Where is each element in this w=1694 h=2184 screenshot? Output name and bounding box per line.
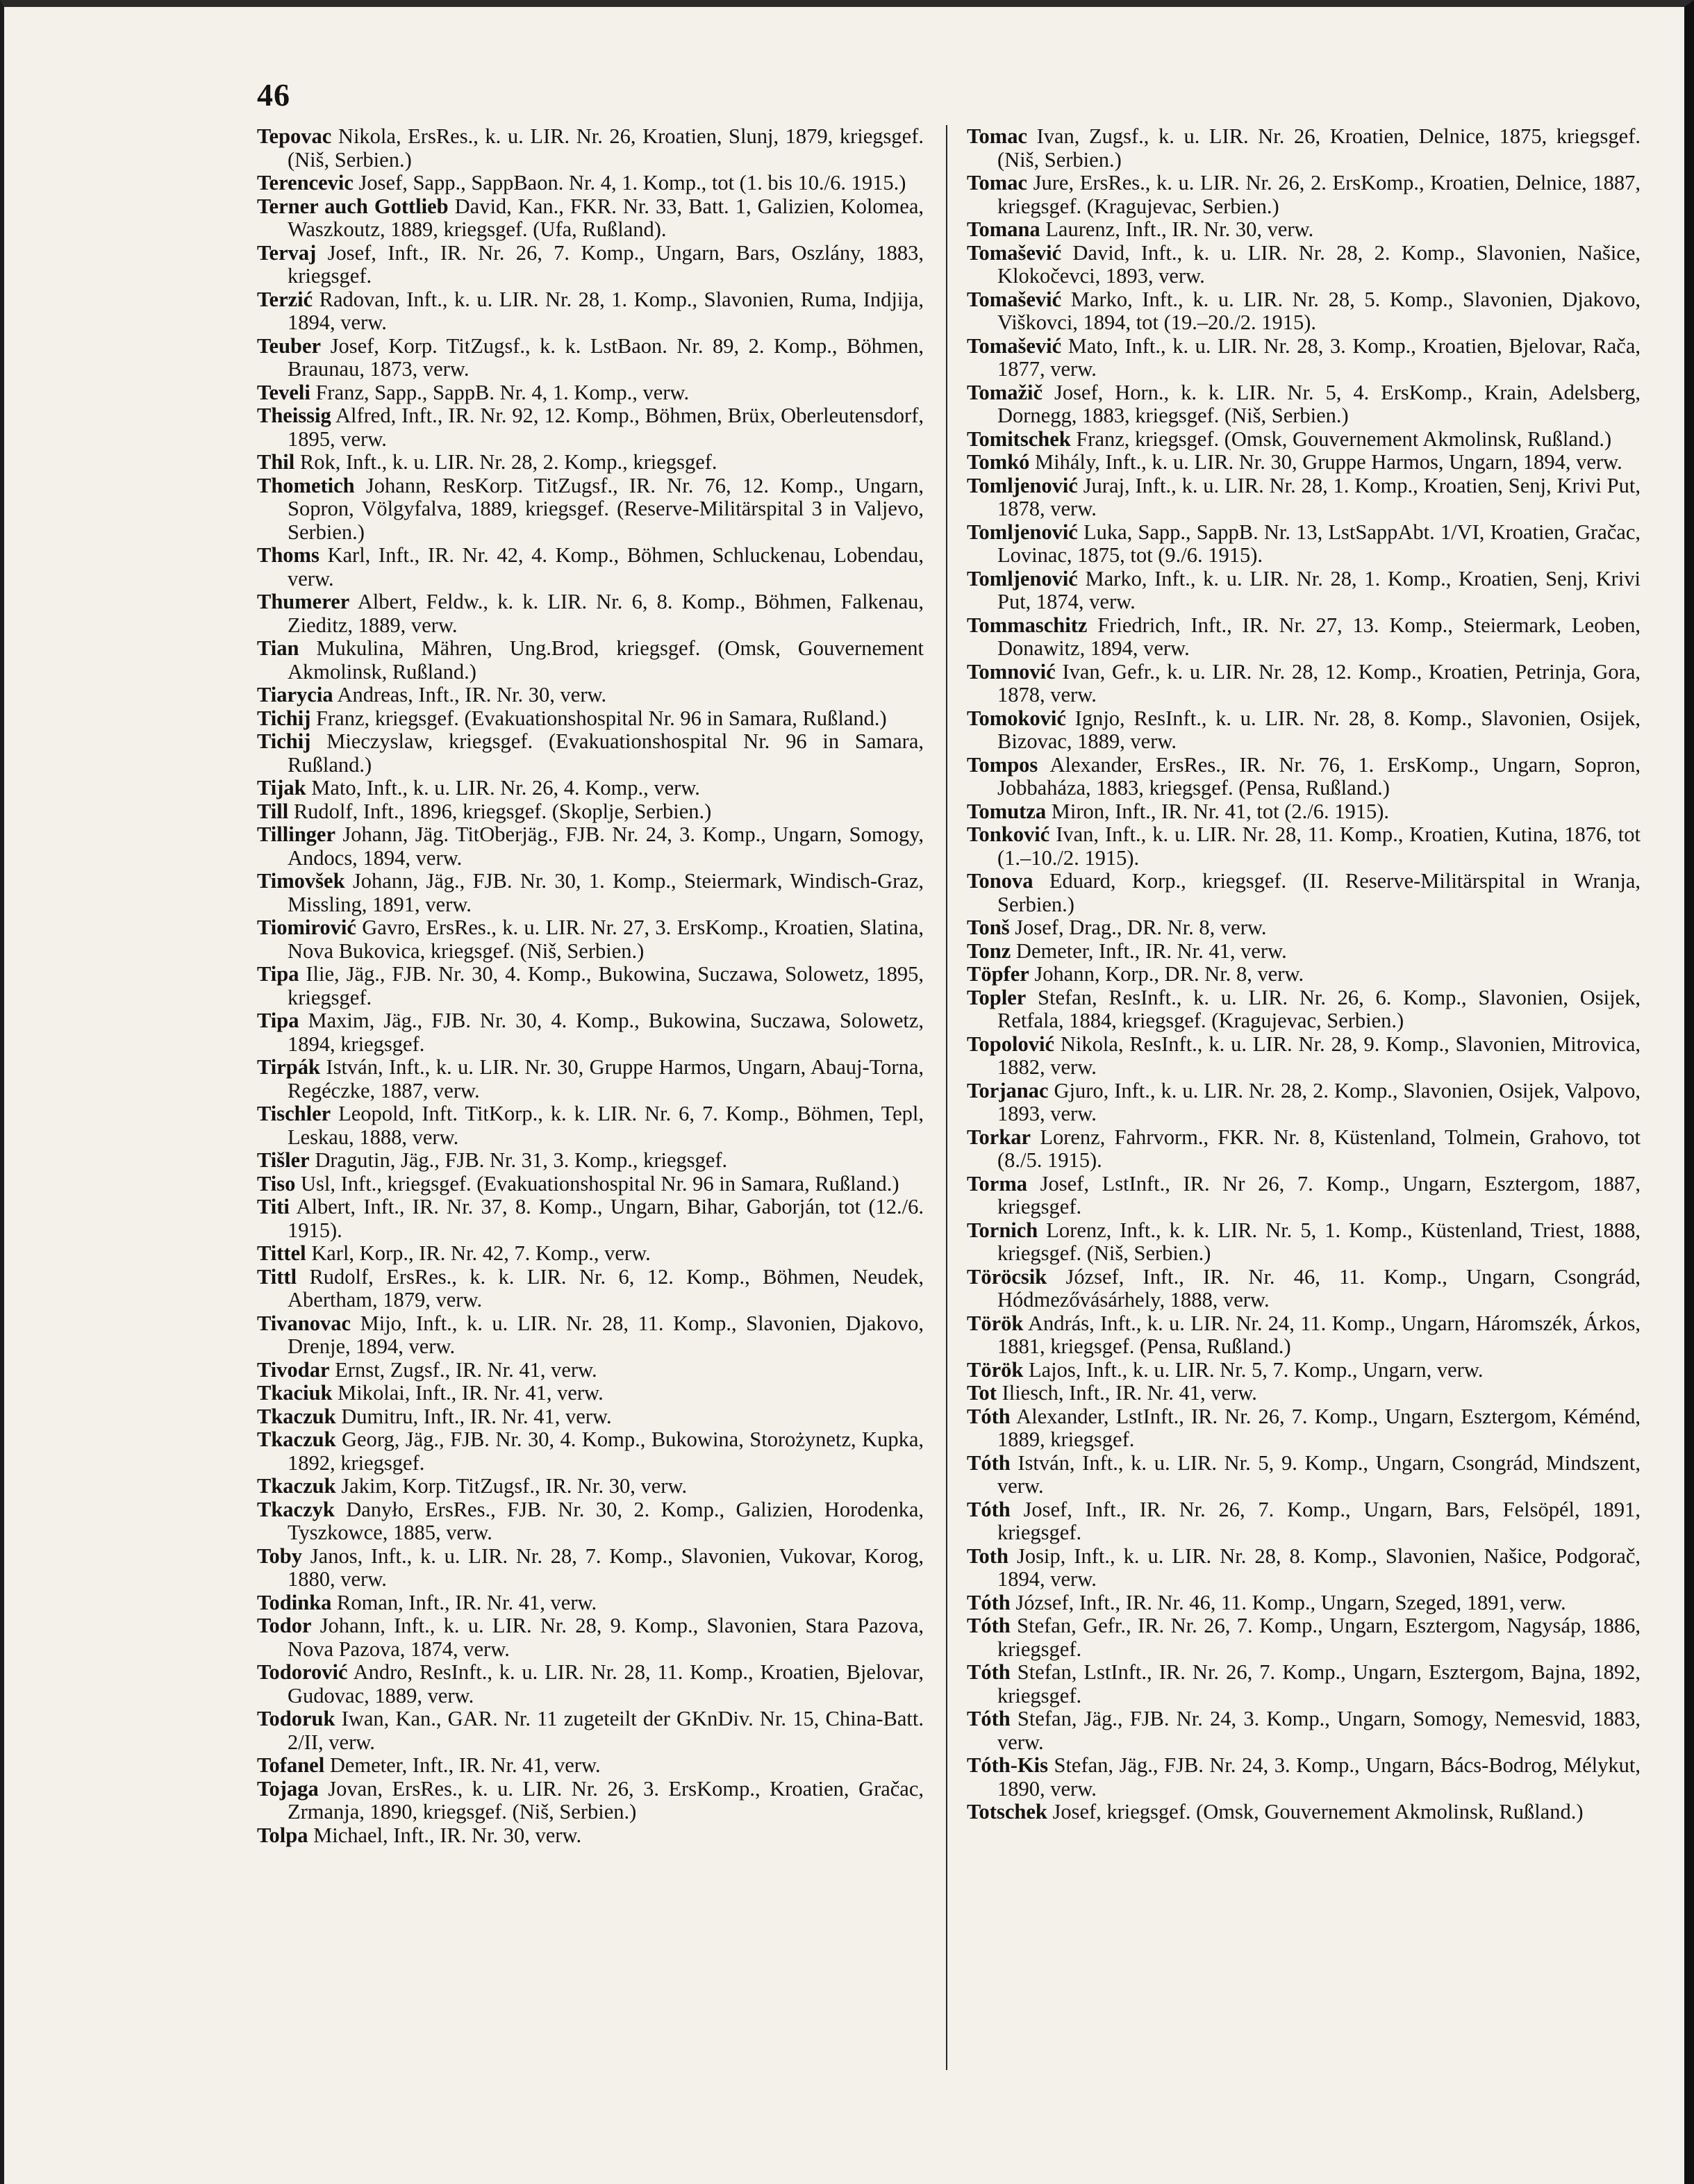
entry-surname: Tommaschitz — [967, 613, 1088, 637]
entry-surname: Tonš — [967, 916, 1010, 939]
entry-surname: Tivodar — [257, 1357, 330, 1382]
entry-surname: Tkaczuk — [257, 1474, 336, 1498]
roster-entry: Töröcsik József, Inft., IR. Nr. 46, 11. Komp., Ungarn, Csongrád, Hódmezővásárhely, 1888, verw. — [967, 1264, 1641, 1312]
entry-surname: Torkar — [967, 1125, 1031, 1149]
roster-entry: Tóth Stefan, LstInft., IR. Nr. 26, 7. Komp., Ungarn, Esztergom, Bajna, 1892, kriegsgef. — [967, 1660, 1641, 1707]
entry-surname: Tipa — [257, 962, 299, 986]
entry-surname: Topolović — [967, 1032, 1054, 1056]
entry-surname: Tóth — [967, 1404, 1011, 1428]
entry-surname: Tijak — [257, 776, 306, 800]
entry-surname: Thoms — [257, 543, 319, 567]
entry-surname: Tóth — [967, 1497, 1011, 1521]
roster-entry: Tolpa Michael, Inft., IR. Nr. 30, verw. — [257, 1823, 582, 1847]
roster-entry: Tipa Ilie, Jäg., FJB. Nr. 30, 4. Komp., Bukowina, Suczawa, Solowetz, 1895, kriegsgef. — [257, 962, 924, 1009]
entry-surname: Tiarycia — [257, 683, 333, 706]
entry-surname: Tonz — [967, 938, 1011, 963]
entry-surname: Tonova — [967, 869, 1033, 893]
roster-entry: Topolović Nikola, ResInft., k. u. LIR. Nr. 28, 9. Komp., Slavonien, Mitrovica, 1882, verw. — [967, 1032, 1641, 1079]
roster-entry: Tomac Jure, ErsRes., k. u. LIR. Nr. 26, 2. ErsKomp., Kroatien, Delnice, 1887, kriegsgef. (Kragujevac, Serbien.) — [967, 171, 1641, 218]
entry-surname: Török — [967, 1357, 1024, 1382]
entry-surname: Tomitschek — [967, 427, 1071, 451]
roster-entry: Tomana Laurenz, Inft., IR. Nr. 30, verw. — [967, 217, 1314, 241]
roster-entry: Török Lajos, Inft., k. u. LIR. Nr. 5, 7. Komp., Ungarn, verw. — [967, 1357, 1484, 1382]
entry-surname: Tian — [257, 636, 299, 660]
roster-entry: Tišler Dragutin, Jäg., FJB. Nr. 31, 3. Komp., kriegsgef. — [257, 1148, 728, 1172]
entry-surname: Tot — [967, 1381, 997, 1405]
roster-entry: Tiomirović Gavro, ErsRes., k. u. LIR. Nr. 27, 3. ErsKomp., Kroatien, Slatina, Nova Bukovica, kriegsgef. (Niš, Serbien.) — [257, 916, 924, 963]
roster-entry: Todorović Andro, ResInft., k. u. LIR. Nr. 28, 11. Komp., Kroatien, Bjelovar, Gudovac, 1889, verw. — [257, 1660, 924, 1707]
entry-surname: Todor — [257, 1614, 312, 1637]
roster-entry: Tijak Mato, Inft., k. u. LIR. Nr. 26, 4. Komp., verw. — [257, 776, 700, 800]
roster-entry: Toby Janos, Inft., k. u. LIR. Nr. 28, 7. Komp., Slavonien, Vukovar, Korog, 1880, verw. — [257, 1544, 924, 1591]
entry-surname: Thil — [257, 450, 295, 474]
roster-entry: Török András, Inft., k. u. LIR. Nr. 24, 11. Komp., Ungarn, Háromszék, Árkos, 1881, kriegsgef. (Pensa, Rußland.) — [967, 1311, 1641, 1358]
entry-surname: Tervaj — [257, 240, 317, 265]
entry-surname: Török — [967, 1311, 1024, 1335]
roster-entry: Toth Josip, Inft., k. u. LIR. Nr. 28, 8. Komp., Slavonien, Našice, Podgorač, 1894, verw. — [967, 1544, 1641, 1591]
entry-surname: Tomašević — [967, 333, 1062, 358]
roster-entry: Tomoković Ignjo, ResInft., k. u. LIR. Nr. 28, 8. Komp., Slavonien, Osijek, Bizovac, 1889, verw. — [967, 706, 1641, 753]
entry-surname: Todinka — [257, 1590, 332, 1614]
entry-surname: Tomana — [967, 217, 1040, 241]
roster-entry: Theissig Alfred, Inft., IR. Nr. 92, 12. Komp., Böhmen, Brüx, Oberleutensdorf, 1895, verw. — [257, 404, 924, 451]
roster-entry: Tipa Maxim, Jäg., FJB. Nr. 30, 4. Komp., Bukowina, Suczawa, Solowetz, 1894, kriegsgef. — [257, 1009, 924, 1056]
roster-entry: Todor Johann, Inft., k. u. LIR. Nr. 28, 9. Komp., Slavonien, Stara Pazova, Nova Pazova, 1874, verw. — [257, 1614, 924, 1661]
entry-surname: Todorović — [257, 1660, 348, 1684]
roster-entry: Tkaczyk Danyło, ErsRes., FJB. Nr. 30, 2. Komp., Galizien, Horodenka, Tyszkowce, 1885, verw. — [257, 1497, 924, 1544]
roster-entry: Tomljenović Luka, Sapp., SappB. Nr. 13, LstSappAbt. 1/VI, Kroatien, Gračac, Lovinac, 1875, tot (9./6. 1915). — [967, 520, 1641, 567]
entry-surname: Tichij — [257, 706, 311, 730]
entry-surname: Tóth — [967, 1450, 1011, 1475]
entry-surname: Tolpa — [257, 1823, 308, 1847]
roster-entry: Tóth Alexander, LstInft., IR. Nr. 26, 7. Komp., Ungarn, Esztergom, Kéménd, 1889, kriegsgef. — [967, 1404, 1641, 1451]
entry-surname: Tomac — [967, 171, 1027, 195]
left-column — [257, 125, 924, 1847]
entry-surname: Timovšek — [257, 869, 345, 893]
roster-entry: Torkar Lorenz, Fahrvorm., FKR. Nr. 8, Küstenland, Tolmein, Grahovo, tot (8./5. 1915). — [967, 1125, 1641, 1172]
entry-surname: Tojaga — [257, 1776, 319, 1801]
roster-entry: Todoruk Iwan, Kan., GAR. Nr. 11 zugeteilt der GKnDiv. Nr. 15, China-Batt. 2/II, verw. — [257, 1707, 924, 1754]
roster-entry: Tomkó Mihály, Inft., k. u. LIR. Nr. 30, Gruppe Harmos, Ungarn, 1894, verw. — [967, 450, 1622, 474]
roster-entry: Tonz Demeter, Inft., IR. Nr. 41, verw. — [967, 938, 1287, 963]
roster-entry: Topler Stefan, ResInft., k. u. LIR. Nr. 26, 6. Komp., Slavonien, Osijek, Retfala, 1884, kriegsgef. (Kragujevac, Serbien.) — [967, 985, 1641, 1032]
roster-entry: Tiso Usl, Inft., kriegsgef. (Evakuationshospital Nr. 96 in Samara, Rußland.) — [257, 1171, 899, 1196]
entry-surname: Tiomirović — [257, 916, 356, 939]
roster-entry: Tivanovac Mijo, Inft., k. u. LIR. Nr. 28, 11. Komp., Slavonien, Djakovo, Drenje, 1894, verw. — [257, 1311, 924, 1358]
entry-surname: Tichij — [257, 729, 311, 753]
entry-surname: Topler — [967, 985, 1027, 1009]
roster-entry: Tóth Stefan, Jäg., FJB. Nr. 24, 3. Komp., Ungarn, Somogy, Nemesvid, 1883, verw. — [967, 1707, 1641, 1754]
entry-surname: Thometich — [257, 473, 355, 497]
right-column — [967, 125, 1641, 1824]
entry-surname: Töpfer — [967, 962, 1029, 986]
roster-entry: Tomac Ivan, Zugsf., k. u. LIR. Nr. 26, Kroatien, Delnice, 1875, kriegsgef. (Niš, Serbien.) — [967, 124, 1641, 172]
roster-entry: Tofanel Demeter, Inft., IR. Nr. 41, verw. — [257, 1753, 601, 1777]
entry-surname: Tkaczuk — [257, 1428, 336, 1451]
entry-surname: Tivanovac — [257, 1311, 351, 1335]
entry-surname: Tomašević — [967, 287, 1062, 311]
entry-surname: Toth — [967, 1544, 1008, 1568]
entry-surname: Totschek — [967, 1800, 1047, 1823]
roster-entry: Tian Mukulina, Mähren, Ung.Brod, kriegsgef. (Omsk, Gouvernement Akmolinsk, Rußland.) — [257, 636, 924, 684]
entry-surname: Tipa — [257, 1009, 299, 1032]
entry-surname: Till — [257, 799, 289, 823]
roster-entry: Torma Josef, LstInft., IR. Nr 26, 7. Komp., Ungarn, Esztergom, 1887, kriegsgef. — [967, 1171, 1641, 1218]
roster-entry: Tkaczuk Dumitru, Inft., IR. Nr. 41, verw. — [257, 1404, 612, 1428]
entry-surname: Tišler — [257, 1148, 310, 1172]
roster-entry: Tomitschek Franz, kriegsgef. (Omsk, Gouvernement Akmolinsk, Rußland.) — [967, 427, 1612, 451]
entry-surname: Theissig — [257, 404, 331, 427]
entry-surname: Toby — [257, 1544, 303, 1568]
entry-surname: Teuber — [257, 333, 322, 358]
roster-entry: Thumerer Albert, Feldw., k. k. LIR. Nr. 6, 8. Komp., Böhmen, Falkenau, Zieditz, 1889, verw. — [257, 590, 924, 637]
roster-entry: Till Rudolf, Inft., 1896, kriegsgef. (Skoplje, Serbien.) — [257, 799, 712, 823]
column-divider — [946, 125, 947, 2070]
entry-surname: Titi — [257, 1195, 290, 1218]
roster-entry: Tonš Josef, Drag., DR. Nr. 8, verw. — [967, 916, 1267, 939]
roster-entry: Tornich Lorenz, Inft., k. k. LIR. Nr. 5, 1. Komp., Küstenland, Triest, 1888, kriegsgef. (Niš, Serbien.) — [967, 1218, 1641, 1265]
roster-entry: Terencevic Josef, Sapp., SappBaon. Nr. 4, 1. Komp., tot (1. bis 10./6. 1915.) — [257, 171, 906, 195]
entry-surname: Tóth-Kis — [967, 1753, 1048, 1777]
roster-entry: Tonova Eduard, Korp., kriegsgef. (II. Reserve-Militärspital in Wranja, Serbien.) — [967, 869, 1641, 916]
entry-surname: Teveli — [257, 380, 310, 404]
entry-surname: Tirpák — [257, 1055, 320, 1079]
entry-surname: Tkaczyk — [257, 1497, 335, 1521]
roster-entry: Terner auch Gottlieb David, Kan., FKR. Nr. 33, Batt. 1, Galizien, Kolomea, Waszkoutz, 1889, kriegsgef. (Ufa, Rußland). — [257, 194, 924, 241]
roster-entry: Töpfer Johann, Korp., DR. Nr. 8, verw. — [967, 962, 1304, 986]
roster-entry: Totschek Josef, kriegsgef. (Omsk, Gouvernement Akmolinsk, Rußland.) — [967, 1800, 1584, 1823]
entry-surname: Töröcsik — [967, 1264, 1047, 1289]
roster-entry: Todinka Roman, Inft., IR. Nr. 41, verw. — [257, 1590, 597, 1614]
roster-entry: Timovšek Johann, Jäg., FJB. Nr. 30, 1. Komp., Steiermark, Windisch-Graz, Missling, 1891, verw. — [257, 869, 924, 916]
roster-entry: Tomutza Miron, Inft., IR. Nr. 41, tot (2./6. 1915). — [967, 799, 1390, 823]
entry-surname: Torma — [967, 1171, 1027, 1196]
roster-entry: Tkaciuk Mikolai, Inft., IR. Nr. 41, verw. — [257, 1381, 604, 1405]
entry-surname: Tittl — [257, 1264, 297, 1289]
roster-entry: Tomljenović Marko, Inft., k. u. LIR. Nr. 28, 1. Komp., Kroatien, Senj, Krivi Put, 1874, verw. — [967, 566, 1641, 613]
roster-entry: Terzić Radovan, Inft., k. u. LIR. Nr. 28, 1. Komp., Slavonien, Ruma, Indjija, 1894, verw. — [257, 287, 924, 334]
entry-surname: Tompos — [967, 752, 1038, 777]
roster-entry: Thil Rok, Inft., k. u. LIR. Nr. 28, 2. Komp., kriegsgef. — [257, 450, 717, 474]
roster-entry: Tóth Stefan, Gefr., IR. Nr. 26, 7. Komp., Ungarn, Esztergom, Nagysáp, 1886, kriegsgef. — [967, 1614, 1641, 1661]
roster-entry: Tojaga Jovan, ErsRes., k. u. LIR. Nr. 26, 3. ErsKomp., Kroatien, Gračac, Zrmanja, 1890, kriegsgef. (Niš, Serbien.) — [257, 1776, 924, 1823]
roster-entry: Tomnović Ivan, Gefr., k. u. LIR. Nr. 28, 12. Komp., Kroatien, Petrinja, Gora, 1878, verw. — [967, 659, 1641, 706]
roster-entry: Tittel Karl, Korp., IR. Nr. 42, 7. Komp., verw. — [257, 1241, 651, 1265]
entry-surname: Tomac — [967, 124, 1027, 148]
entry-surname: Tillinger — [257, 822, 335, 846]
roster-entry: Tommaschitz Friedrich, Inft., IR. Nr. 27, 13. Komp., Steiermark, Leoben, Donawitz, 1894, verw. — [967, 613, 1641, 660]
roster-entry: Tepovac Nikola, ErsRes., k. u. LIR. Nr. 26, Kroatien, Slunj, 1879, kriegsgef. (Niš, Serbien.) — [257, 124, 924, 172]
roster-entry: Tittl Rudolf, ErsRes., k. k. LIR. Nr. 6, 12. Komp., Böhmen, Neudek, Abertham, 1879, verw. — [257, 1264, 924, 1312]
entry-surname: Tomljenović — [967, 566, 1078, 590]
entry-surname: Tittel — [257, 1241, 306, 1265]
roster-entry: Tóth István, Inft., k. u. LIR. Nr. 5, 9. Komp., Ungarn, Csongrád, Mindszent, verw. — [967, 1450, 1641, 1498]
roster-entry: Thoms Karl, Inft., IR. Nr. 42, 4. Komp., Böhmen, Schluckenau, Lobendau, verw. — [257, 543, 924, 590]
roster-entry: Tivodar Ernst, Zugsf., IR. Nr. 41, verw. — [257, 1357, 597, 1382]
entry-surname: Torjanac — [967, 1078, 1049, 1102]
entry-surname: Tomkó — [967, 450, 1030, 474]
page-number: 46 — [257, 77, 290, 113]
entry-surname: Tomašević — [967, 240, 1062, 265]
entry-surname: Tkaciuk — [257, 1381, 333, 1405]
roster-entry: Tiarycia Andreas, Inft., IR. Nr. 30, verw. — [257, 683, 607, 706]
entry-surname: Tofanel — [257, 1753, 325, 1777]
roster-entry: Tkaczuk Georg, Jäg., FJB. Nr. 30, 4. Komp., Bukowina, Storożynetz, Kupka, 1892, kriegsgef. — [257, 1428, 924, 1475]
entry-surname: Tóth — [967, 1590, 1011, 1614]
entry-surname: Terner auch Gottlieb — [257, 194, 449, 218]
roster-entry: Titi Albert, Inft., IR. Nr. 37, 8. Komp., Ungarn, Bihar, Gaborján, tot (12./6. 1915). — [257, 1195, 924, 1242]
entry-surname: Tonković — [967, 822, 1050, 846]
roster-entry: Teuber Josef, Korp. TitZugsf., k. k. LstBaon. Nr. 89, 2. Komp., Böhmen, Braunau, 1873, verw. — [257, 333, 924, 381]
roster-entry: Tonković Ivan, Inft., k. u. LIR. Nr. 28, 11. Komp., Kroatien, Kutina, 1876, tot (1.–10./2. 1915). — [967, 822, 1641, 870]
entry-surname: Terzić — [257, 287, 313, 311]
roster-entry: Tóth-Kis Stefan, Jäg., FJB. Nr. 24, 3. Komp., Ungarn, Bács-Bodrog, Mélykut, 1890, verw. — [967, 1753, 1641, 1801]
roster-entry: Tóth Josef, Inft., IR. Nr. 26, 7. Komp., Ungarn, Bars, Felsöpél, 1891, kriegsgef. — [967, 1497, 1641, 1544]
entry-surname: Todoruk — [257, 1707, 335, 1730]
roster-entry: Tóth József, Inft., IR. Nr. 46, 11. Komp., Ungarn, Szeged, 1891, verw. — [967, 1590, 1566, 1614]
roster-entry: Tischler Leopold, Inft. TitKorp., k. k. LIR. Nr. 6, 7. Komp., Böhmen, Tepl, Leskau, 1888, verw. — [257, 1102, 924, 1149]
roster-entry: Tichij Franz, kriegsgef. (Evakuationshospital Nr. 96 in Samara, Rußland.) — [257, 706, 887, 730]
entry-surname: Tomnović — [967, 659, 1056, 684]
entry-surname: Tiso — [257, 1171, 296, 1196]
entry-surname: Tomažič — [967, 380, 1043, 404]
entry-surname: Tkaczuk — [257, 1404, 336, 1428]
roster-entry: Tompos Alexander, ErsRes., IR. Nr. 76, 1. ErsKomp., Ungarn, Sopron, Jobbaháza, 1883, kriegsgef. (Pensa, Rußland.) — [967, 752, 1641, 800]
roster-entry: Tomašević Marko, Inft., k. u. LIR. Nr. 28, 5. Komp., Slavonien, Djakovo, Viškovci, 1894, tot (19.–20./2. 1915). — [967, 287, 1641, 334]
roster-entry: Tomašević Mato, Inft., k. u. LIR. Nr. 28, 3. Komp., Kroatien, Bjelovar, Rača, 1877, verw. — [967, 333, 1641, 381]
entry-surname: Tepovac — [257, 124, 332, 148]
roster-entry: Thometich Johann, ResKorp. TitZugsf., IR. Nr. 76, 12. Komp., Ungarn, Sopron, Völgyfalva, 1889, kriegsgef. (Reserve-Militärspital 3 in Valjevo, Serbien.) — [257, 473, 924, 544]
roster-entry: Tervaj Josef, Inft., IR. Nr. 26, 7. Komp., Ungarn, Bars, Oszlány, 1883, kriegsgef. — [257, 240, 924, 288]
roster-entry: Tichij Mieczyslaw, kriegsgef. (Evakuationshospital Nr. 96 in Samara, Rußland.) — [257, 729, 924, 777]
roster-entry: Torjanac Gjuro, Inft., k. u. LIR. Nr. 28, 2. Komp., Slavonien, Osijek, Valpovo, 1893, verw. — [967, 1078, 1641, 1125]
entry-surname: Tomutza — [967, 799, 1047, 823]
roster-entry: Tot Iliesch, Inft., IR. Nr. 41, verw. — [967, 1381, 1257, 1405]
roster-entry: Teveli Franz, Sapp., SappB. Nr. 4, 1. Komp., verw. — [257, 380, 690, 404]
entry-surname: Tóth — [967, 1660, 1011, 1684]
entry-surname: Tomljenović — [967, 473, 1078, 497]
roster-entry: Tomažič Josef, Horn., k. k. LIR. Nr. 5, 4. ErsKomp., Krain, Adelsberg, Dornegg, 1883, kriegsgef. (Niš, Serbien.) — [967, 380, 1641, 427]
roster-entry: Tomašević David, Inft., k. u. LIR. Nr. 28, 2. Komp., Slavonien, Našice, Klokočevci, 1893, verw. — [967, 240, 1641, 288]
entry-surname: Terencevic — [257, 171, 354, 195]
entry-surname: Tóth — [967, 1614, 1011, 1637]
entry-surname: Tischler — [257, 1102, 331, 1125]
roster-entry: Tkaczuk Jakim, Korp. TitZugsf., IR. Nr. 30, verw. — [257, 1474, 688, 1498]
roster-entry: Tomljenović Juraj, Inft., k. u. LIR. Nr. 28, 1. Komp., Kroatien, Senj, Krivi Put, 1878, verw. — [967, 473, 1641, 520]
roster-entry: Tirpák István, Inft., k. u. LIR. Nr. 30, Gruppe Harmos, Ungarn, Abauj-Torna, Regéczke, 1887, verw. — [257, 1055, 924, 1102]
entry-surname: Thumerer — [257, 590, 350, 613]
entry-surname: Tomoković — [967, 706, 1066, 730]
entry-surname: Tóth — [967, 1707, 1011, 1730]
entry-surname: Tomljenović — [967, 520, 1078, 544]
entry-surname: Tornich — [967, 1218, 1038, 1242]
roster-entry: Tillinger Johann, Jäg. TitOberjäg., FJB. Nr. 24, 3. Komp., Ungarn, Somogy, Andocs, 1894, verw. — [257, 822, 924, 870]
